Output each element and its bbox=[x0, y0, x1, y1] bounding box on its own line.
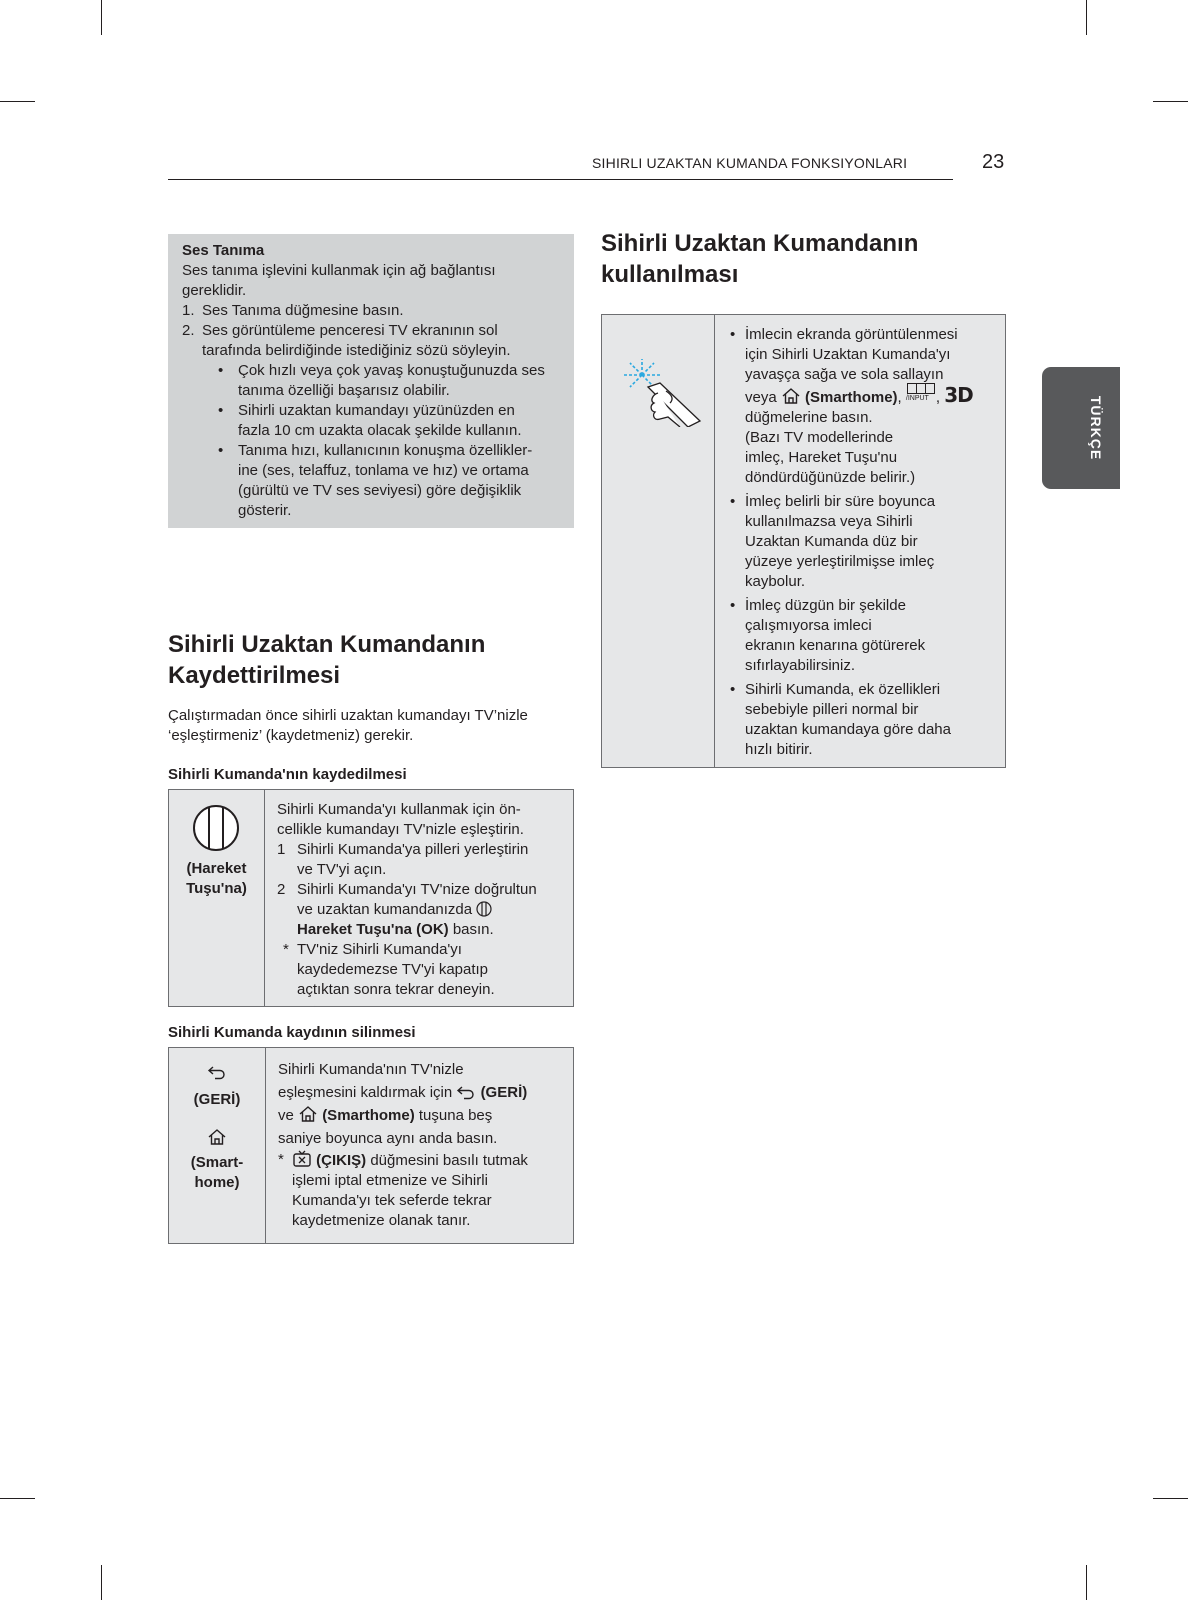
note-intro-line: gereklidir. bbox=[182, 282, 247, 299]
bullet-text: Tanıma hızı, kullanıcının konuşma özellikler- bbox=[238, 442, 533, 459]
crop-mark bbox=[1153, 1498, 1188, 1499]
note-line bbox=[292, 1150, 570, 1171]
step-line: Sihirli Kumanda'yı TV'nize doğrultun bbox=[297, 881, 537, 898]
bullet-text: gösterir. bbox=[238, 502, 292, 519]
item-line: kullanılmazsa veya Sihirli bbox=[745, 513, 913, 530]
step-number: 1 bbox=[277, 841, 286, 858]
home-icon bbox=[207, 1128, 227, 1146]
instruction-text: tuşuna beş bbox=[414, 1107, 493, 1124]
crop-mark bbox=[1086, 0, 1087, 35]
crop-mark bbox=[0, 101, 35, 102]
register-step bbox=[277, 840, 569, 880]
bullet-dot: • bbox=[730, 326, 736, 343]
item-line: yüzeye yerleştirilmişse imleç bbox=[745, 553, 935, 570]
bullet-text: ine (ses, telaffuz, tonlama ve hız) ve ortama bbox=[238, 462, 529, 479]
exit-button-ref: (ÇIKIŞ) bbox=[316, 1152, 367, 1169]
intro-line: ‘eşleştirmeniz’ (kaydetmeniz) gerekir. bbox=[168, 727, 414, 744]
item-line: kaybolur. bbox=[745, 573, 806, 590]
language-tab-label: TÜRKÇE bbox=[1088, 395, 1104, 461]
wheel-button-icon bbox=[191, 803, 241, 853]
step-line bbox=[297, 900, 569, 920]
delete-instructions bbox=[278, 1058, 570, 1231]
table-divider bbox=[264, 790, 265, 1006]
bullet-dot: • bbox=[730, 597, 736, 614]
language-tab bbox=[1042, 367, 1120, 489]
note-title: Ses Tanıma bbox=[182, 242, 265, 259]
note-line: TV'niz Sihirli Kumanda'yı bbox=[297, 941, 462, 958]
step-line bbox=[297, 920, 569, 940]
step-line: Sihirli Kumanda'ya pilleri yerleştirin bbox=[297, 841, 529, 858]
input-icon-graphic bbox=[907, 383, 935, 394]
delete-note bbox=[278, 1150, 570, 1231]
register-step bbox=[277, 880, 569, 940]
step-number: 2 bbox=[277, 881, 286, 898]
note-step bbox=[182, 321, 560, 361]
item-line: imleç, Hareket Tuşu'nu bbox=[745, 449, 898, 466]
home-button-ref: (Smarthome) bbox=[805, 389, 898, 406]
intro-line: Çalıştırmadan önce sihirli uzaktan kumandayı TV’nizle bbox=[168, 707, 528, 724]
note-line: kaydedemezse TV'yi kapatıp bbox=[297, 961, 489, 978]
heading-line: Sihirli Uzaktan Kumandanın bbox=[168, 631, 486, 658]
label-line: (Hareket bbox=[186, 860, 247, 877]
item-line: uzaktan kumandaya göre daha bbox=[745, 721, 951, 738]
step-line: ve TV'yi açın. bbox=[297, 861, 387, 878]
label-line: (Smart- bbox=[190, 1154, 244, 1171]
use-heading bbox=[601, 228, 918, 290]
bullet-text: Sihirli uzaktan kumandayı yüzünüzden en bbox=[238, 402, 515, 419]
item-line: döndürdüğünüzde belirir.) bbox=[745, 469, 916, 486]
step-number: 1. bbox=[182, 302, 195, 319]
table-divider bbox=[714, 315, 715, 767]
step-text: Ses Tanıma düğmesine basın. bbox=[202, 302, 404, 319]
item-line: İmleç düzgün bir şekilde bbox=[745, 597, 906, 614]
back-label: (GERİ) bbox=[193, 1091, 241, 1108]
ok-button-ref: Hareket Tuşu'na (OK) bbox=[297, 921, 449, 938]
home-icon bbox=[781, 387, 801, 405]
instruction-line: saniye boyunca aynı anda basın. bbox=[278, 1130, 498, 1147]
input-button-icon bbox=[906, 386, 936, 404]
exit-icon bbox=[292, 1150, 312, 1168]
item-line: Uzaktan Kumanda düz bir bbox=[745, 533, 918, 550]
instruction-line bbox=[278, 1081, 570, 1104]
step-number: 2. bbox=[182, 322, 195, 339]
note-intro-line: Ses tanıma işlevini kullanmak için ağ bağlantısı bbox=[182, 262, 496, 279]
note-line: Kumanda'yı tek seferde tekrar bbox=[292, 1192, 492, 1209]
delete-table bbox=[168, 1047, 574, 1244]
item-line: İmleç belirli bir süre boyunca bbox=[745, 493, 936, 510]
register-table bbox=[168, 789, 574, 1007]
instruction-text: ve bbox=[278, 1107, 299, 1124]
note-step bbox=[182, 301, 560, 321]
list-item bbox=[730, 680, 1002, 760]
item-line: İmlecin ekranda görüntülenmesi bbox=[745, 326, 958, 343]
note-star: * bbox=[283, 941, 289, 958]
register-intro bbox=[168, 706, 528, 746]
remote-shaking-hand-icon bbox=[608, 337, 708, 427]
bullet-dot: • bbox=[730, 493, 736, 510]
note-line: işlemi iptal etmenize ve Sihirli bbox=[292, 1172, 488, 1189]
note-line: kaydetmenize olanak tanır. bbox=[292, 1212, 471, 1229]
page-number: 23 bbox=[982, 151, 1005, 173]
crop-mark bbox=[1153, 101, 1188, 102]
running-header: SIHIRLI UZAKTAN KUMANDA FONKSIYONLARI bbox=[592, 155, 908, 171]
note-line: açtıktan sonra tekrar deneyin. bbox=[297, 981, 495, 998]
item-line: için Sihirli Uzaktan Kumanda'yı bbox=[745, 346, 951, 363]
heading-line: Sihirli Uzaktan Kumandanın bbox=[601, 230, 919, 257]
item-line: düğmelerine basın. bbox=[745, 409, 873, 426]
register-heading bbox=[168, 629, 485, 691]
heading-line: kullanılması bbox=[601, 261, 739, 288]
wheel-button-label bbox=[169, 859, 264, 899]
note-bullet bbox=[182, 361, 560, 401]
bullet-text: tanıma özelliği başarısız olabilir. bbox=[238, 382, 450, 399]
bullet-dot: • bbox=[218, 442, 224, 459]
register-subheading: Sihirli Kumanda'nın kaydedilmesi bbox=[168, 766, 407, 783]
home-label bbox=[169, 1153, 265, 1193]
bullet-dot: • bbox=[730, 681, 736, 698]
bullet-text: (gürültü ve TV ses seviyesi) göre değişiklik bbox=[238, 482, 522, 499]
item-line: hızlı bitirir. bbox=[745, 741, 813, 758]
item-line: sıfırlayabilirsiniz. bbox=[745, 657, 856, 674]
list-item bbox=[730, 492, 1002, 592]
step-text: tarafında belirdiğinde istediğiniz sözü söyleyin. bbox=[202, 342, 511, 359]
home-button-ref: (Smarthome) bbox=[322, 1107, 415, 1124]
crop-mark bbox=[101, 0, 102, 35]
step-line-text: ve uzaktan kumandanızda bbox=[297, 901, 473, 918]
item-line: yavaşça sağa ve sola sallayın bbox=[745, 366, 944, 383]
instruction-text: eşleşmesini kaldırmak için bbox=[278, 1084, 457, 1101]
step-line-text: basın. bbox=[448, 921, 494, 938]
crop-mark bbox=[1086, 1565, 1087, 1600]
header-rule bbox=[168, 179, 953, 180]
register-note bbox=[277, 940, 569, 1000]
input-label: /INPUT bbox=[905, 395, 929, 402]
table-divider bbox=[265, 1048, 266, 1243]
note-bullet bbox=[182, 441, 560, 521]
note-text: düğmesini basılı tutmak bbox=[366, 1152, 528, 1169]
bullet-text: Çok hızlı veya çok yavaş konuştuğunuzda ses bbox=[238, 362, 545, 379]
list-item bbox=[730, 596, 1002, 676]
back-icon bbox=[456, 1084, 476, 1100]
heading-line: Kaydettirilmesi bbox=[168, 662, 341, 689]
back-button-ref: (GERİ) bbox=[480, 1084, 528, 1101]
use-table bbox=[601, 314, 1006, 768]
register-instructions bbox=[277, 800, 569, 1000]
crop-mark bbox=[0, 1498, 35, 1499]
crop-mark bbox=[101, 1565, 102, 1600]
3d-button-icon: 3D bbox=[944, 383, 973, 407]
instruction-line: cellikle kumandayı TV'nizle eşleştirin. bbox=[277, 821, 524, 838]
wheel-button-icon bbox=[476, 901, 492, 917]
item-line: Sihirli Kumanda, ek özellikleri bbox=[745, 681, 941, 698]
label-line: home) bbox=[194, 1174, 240, 1191]
delete-subheading: Sihirli Kumanda kaydının silinmesi bbox=[168, 1024, 416, 1041]
home-icon bbox=[298, 1105, 318, 1123]
item-line: (Bazı TV modellerinde bbox=[745, 429, 894, 446]
bullet-text: fazla 10 cm uzakta olacak şekilde kullanın. bbox=[238, 422, 522, 439]
item-text: veya bbox=[745, 389, 781, 406]
instruction-line: Sihirli Kumanda'yı kullanmak için ön- bbox=[277, 801, 521, 818]
bullet-dot: • bbox=[218, 402, 224, 419]
voice-recognition-note bbox=[168, 234, 574, 528]
item-line: veya (Smarthome), /INPUT , 3D bbox=[745, 383, 973, 407]
back-icon bbox=[207, 1064, 227, 1080]
instruction-line bbox=[278, 1104, 570, 1127]
use-instructions bbox=[730, 325, 1002, 764]
instruction-line: Sihirli Kumanda'nın TV'nizle bbox=[278, 1061, 464, 1078]
item-line: ekranın kenarına götürerek bbox=[745, 637, 926, 654]
list-item bbox=[730, 325, 1002, 488]
bullet-dot: • bbox=[218, 362, 224, 379]
note-bullet bbox=[182, 401, 560, 441]
step-text: Ses görüntüleme penceresi TV ekranının sol bbox=[202, 322, 498, 339]
note-star: * bbox=[278, 1151, 284, 1168]
label-line: Tuşu'na) bbox=[186, 880, 247, 897]
item-line: çalışmıyorsa imleci bbox=[745, 617, 872, 634]
item-line: sebebiyle pilleri normal bir bbox=[745, 701, 919, 718]
